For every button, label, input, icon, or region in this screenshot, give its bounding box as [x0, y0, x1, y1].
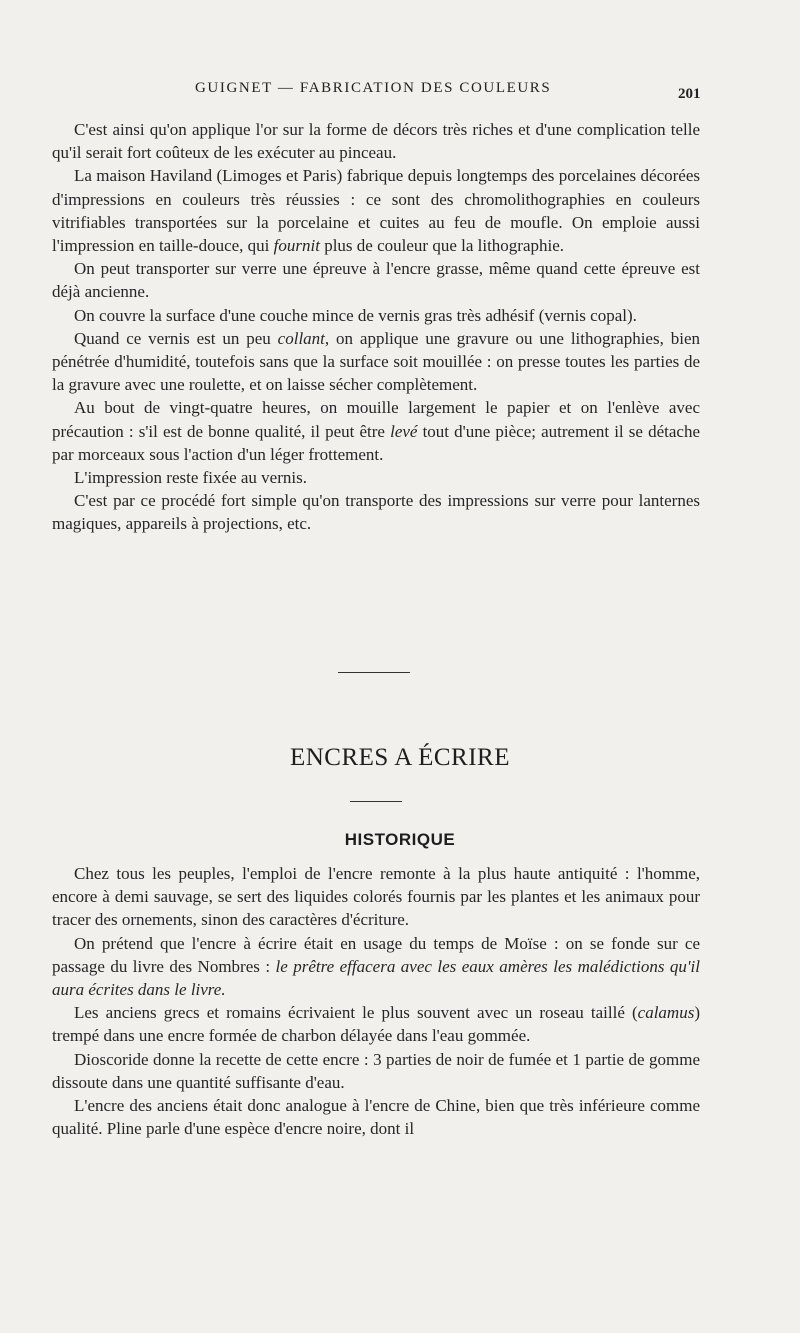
paragraph: La maison Haviland (Limoges et Paris) fabrique depuis longtemps des porcelaines décorées d'impressions en couleurs très réussies : ce sont des chromolithographies en couleurs vitrifiables transportées sur la porcelaine et cuites au feu de moufle. On emploie aussi l'impression en taille-douce, qui fournit plus de couleur que la lithographie.	[52, 166, 700, 256]
paragraph: L'impression reste fixée au vernis.	[74, 468, 307, 488]
paragraph: Quand ce vernis est un peu collant, on applique une gravure ou une lithographies, bien pénétrée d'humidité, toutefois sans que la surface soit mouillée : on presse toutes les parties de la gravure avec une roulette, et on laisse sécher complètement.	[52, 328, 700, 395]
section-title: ENCRES A ÉCRIRE	[289, 744, 511, 771]
paragraph: On prétend que l'encre à écrire était en usage du temps de Moïse : on se fonde sur ce passage du livre des Nombres : le prêtre effacera avec les eaux amères les malédictions qu'il aura écrites dans le livre.	[52, 933, 700, 1000]
paragraph: On peut transporter sur verre une épreuve à l'encre grasse, même quand cette épreuve est déjà ancienne.	[52, 259, 700, 302]
paragraph: L'encre des anciens était donc analogue à l'encre de Chine, bien que très inférieure comme qualité. Pline parle d'une espèce d'encre noire, dont il	[52, 1096, 700, 1139]
paragraph: On couvre la surface d'une couche mince de vernis gras très adhésif (vernis copal).	[74, 305, 637, 325]
divider-rule	[338, 672, 410, 673]
section-body-2	[52, 862, 700, 1140]
paragraph: Les anciens grecs et romains écrivaient le plus souvent avec un roseau taillé (calamus) trempé dans une encre formée de charbon délayée dans l'eau gommée.	[52, 1003, 700, 1046]
paragraph: C'est ainsi qu'on applique l'or sur la forme de décors très riches et d'une complication telle qu'il serait fort coûteux de les exécuter au pinceau.	[52, 120, 700, 163]
paragraph: Chez tous les peuples, l'emploi de l'encre remonte à la plus haute antiquité : l'homme, encore à demi sauvage, se sert des liquides colorés fournis par les plantes et les animaux pour tracer des ornements, sinon des caractères d'écriture.	[52, 864, 700, 930]
paragraph: C'est par ce procédé fort simple qu'on transporte des impressions sur verre pour lanternes magiques, appareils à projections, etc.	[52, 491, 700, 534]
paragraph: Au bout de vingt-quatre heures, on mouille largement le papier et on l'enlève avec précaution : s'il est de bonne qualité, il peut être levé tout d'une pièce; autrement il se détache par morceaux sous l'action d'un léger frottement.	[52, 398, 700, 464]
divider-rule	[350, 801, 402, 802]
page-number: 201	[678, 86, 701, 102]
running-head: GUIGNET — FABRICATION DES COULEURS	[195, 80, 552, 96]
section-body-1	[52, 118, 700, 536]
paragraph: Dioscoride donne la recette de cette encre : 3 parties de noir de fumée et 1 partie de gomme dissoute dans une quantité suffisante d'eau.	[52, 1049, 700, 1092]
subheading: HISTORIQUE	[344, 830, 456, 849]
